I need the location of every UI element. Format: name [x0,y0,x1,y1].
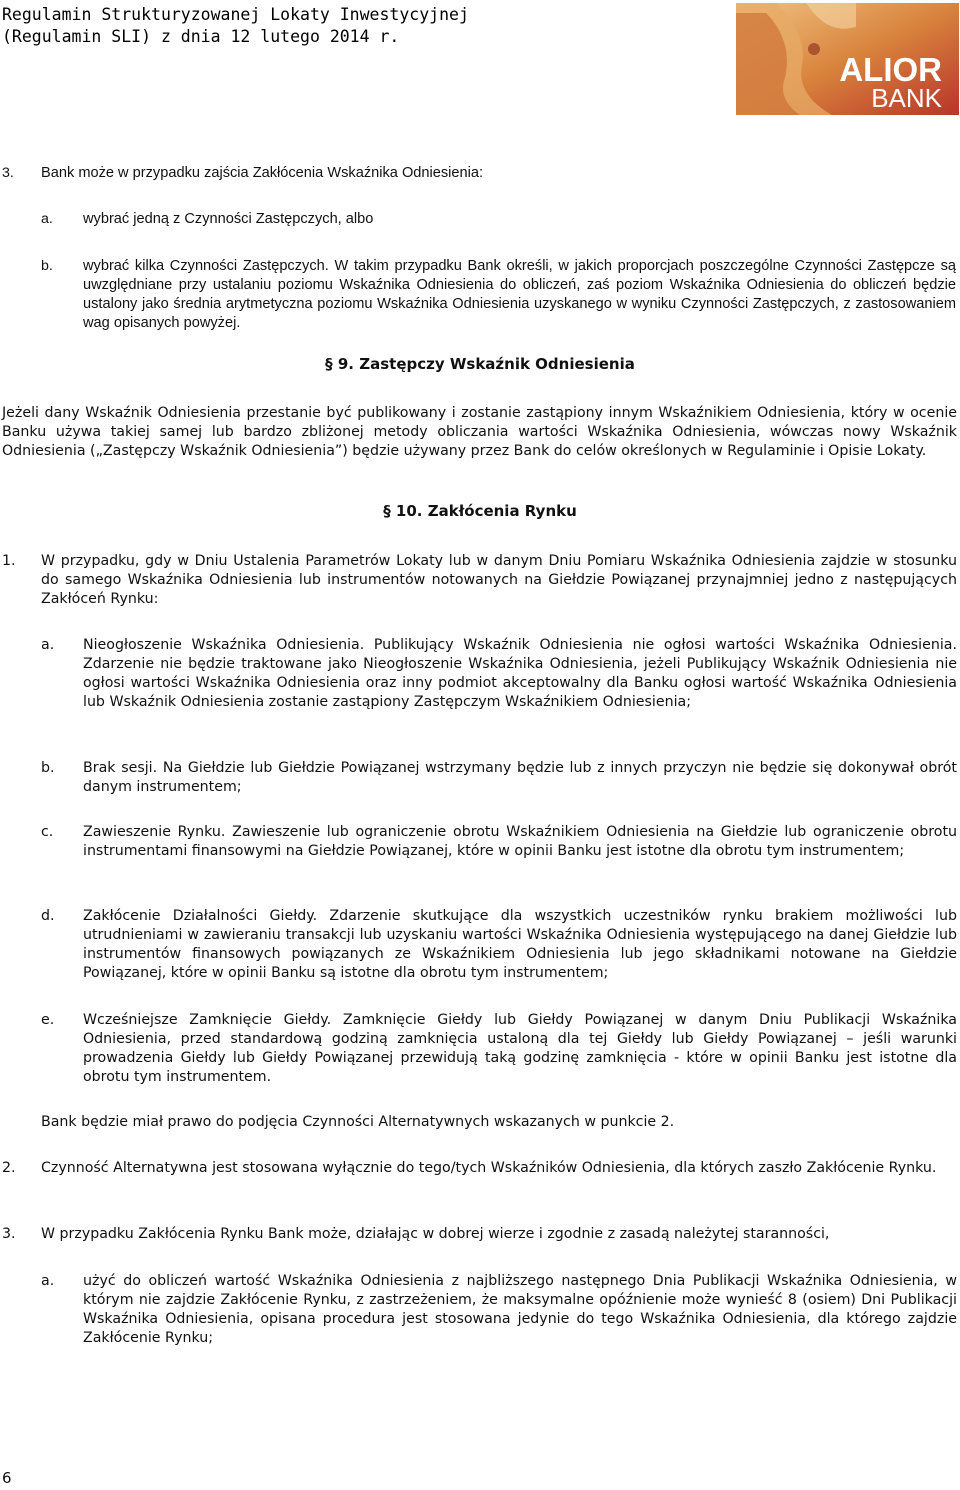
section-10-heading: § 10. Zakłócenia Rynku [383,502,577,520]
section-10-point-1-marker: 1. [2,553,16,569]
section-9-heading: § 9. Zastępczy Wskaźnik Odniesienia [325,355,635,373]
logo-text-bank: BANK [871,83,942,113]
item-3a-text: wybrać jedną z Czynności Zastępczych, albo [83,211,374,227]
point-1a-marker: a. [41,637,55,653]
point-1b-text: Brak sesji. Na Giełdzie lub Giełdzie Powiązanej wstrzymany będzie lub z innych przyczyn nie będzie się dokonywał obrót danym instrumentem; [83,760,957,795]
item-3-text: Bank może w przypadku zajścia Zakłócenia Wskaźnika Odniesienia: [41,165,484,181]
section-9-text: Jeżeli dany Wskaźnik Odniesienia przestanie być publikowany i zostanie zastąpiony innym Wskaźnikiem Odniesienia, który w ocenie Banku używa takiej samej lub bardzo zbliżonej metody obliczania wartości Wskaźnika Odniesienia, wówczas nowy Wskaźnik Odniesienia („Zastępczy Wskaźnik Odniesienia”) będzie używany przez Bank do celów określonych w Regulaminie i Opisie Lokaty. [2,405,957,459]
item-3a-marker: a. [41,211,53,227]
section-10-point-1-text: W przypadku, gdy w Dniu Ustalenia Parametrów Lokaty lub w danym Dniu Pomiaru Wskaźnika Odniesienia zajdzie w stosunku do samego Wskaźnika Odniesienia lub instrumentów notowanych na Giełdzie Powiązanej przynajmniej jedno z następujących Zakłóceń Rynku: [41,553,957,607]
point-1c-marker: c. [41,824,54,840]
section-10-point-3-marker: 3. [2,1226,16,1242]
point-3a-marker: a. [41,1273,55,1289]
point-1b-marker: b. [41,760,55,776]
page-number: 6 [2,1469,12,1487]
point-1e-marker: e. [41,1012,55,1028]
alternative-actions-note: Bank będzie miał prawo do podjęcia Czynności Alternatywnych wskazanych w punkcie 2. [41,1114,675,1130]
alior-bank-logo-graphic [736,3,959,115]
item-3-marker: 3. [2,165,14,181]
item-3b-marker: b. [41,258,53,274]
point-1a-text: Nieogłoszenie Wskaźnika Odniesienia. Publikujący Wskaźnik Odniesienia nie ogłosi wartości Wskaźnika Odniesienia. Zdarzenie nie będzie traktowane jako Nieogłoszenie Wskaźnika Odniesienia, jeżeli Publikujący Wskaźnik Odniesienia nie ogłosi wartości Wskaźnika Odniesienia oraz inny podmiot akceptowalny dla Banku ogłosi wartość Wskaźnika Odniesienia lub Wskaźnik Odniesienia zostanie zastąpiony Zastępczym Wskaźnikiem Odniesienia; [83,637,957,710]
point-1e-text: Wcześniejsze Zamknięcie Giełdy. Zamknięcie Giełdy lub Giełdy Powiązanej w danym Dniu Publikacji Wskaźnika Odniesienia, przed standardową godziną zamknięcia ustaloną dla tej Giełdy lub Giełdy Powiązanej – jeśli warunki prowadzenia Giełdy lub Giełdy Powiązanej przewidują taką godzinę zamknięcia - które w opinii Banku jest istotne dla obrotu tym instrumentem. [83,1012,957,1085]
section-10-point-3-text: W przypadku Zakłócenia Rynku Bank może, działając w dobrej wierze i zgodnie z zasadą należytej staranności, [41,1226,830,1242]
alior-bank-logo [736,3,959,115]
point-1d-text: Zakłócenie Działalności Giełdy. Zdarzenie skutkujące dla wszystkich uczestników rynku brakiem możliwości lub utrudnieniami w zawieraniu transakcji lub uzyskaniu wartości Wskaźnika Odniesienia występującego na danej Giełdzie lub instrumentów finansowych powiązanych ze Wskaźnikiem Odniesienia lub jego składnikami notowane na Giełdzie Powiązanej, które w opinii Banku są istotne dla obrotu tym instrumentem; [83,908,957,981]
point-1c-text: Zawieszenie Rynku. Zawieszenie lub ograniczenie obrotu Wskaźnikiem Odniesienia na Giełdzie lub ograniczenie obrotu instrumentami finansowymi na Giełdzie Powiązanej, które w opinii Banku jest istotne dla obrotu tym instrumentem; [83,824,957,859]
section-10-point-2-text: Czynność Alternatywna jest stosowana wyłącznie do tego/tych Wskaźników Odniesienia, dla których zaszło Zakłócenie Rynku. [41,1160,937,1176]
header-title-line-2: (Regulamin SLI) z dnia 12 lutego 2014 r. [2,27,400,46]
document-header-title [2,4,722,48]
logo-text-alior: ALIOR [839,51,942,88]
point-1d-marker: d. [41,908,55,924]
header-title-line-1: Regulamin Strukturyzowanej Lokaty Inwestycyjnej [2,5,469,24]
point-3a-text: użyć do obliczeń wartość Wskaźnika Odniesienia z najbliższego następnego Dnia Publikacji Wskaźnika Odniesienia, w którym nie zajdzie Zakłócenie Rynku, z zastrzeżeniem, że maksymalne opóźnienie może wynieść 8 (osiem) Dni Publikacji Wskaźnika Odniesienia, opisana procedura jest stosowana jedynie do tego Wskaźnika Odniesienia, dla którego zajdzie Zakłócenie Rynku; [83,1273,957,1346]
section-10-point-2-marker: 2. [2,1160,16,1176]
item-3b-text: wybrać kilka Czynności Zastępczych. W takim przypadku Bank określi, w jakich proporcjach poszczególne Czynności Zastępcze są uwzględniane przy ustalaniu poziomu Wskaźnika Odniesienia do obliczeń, zaś poziom Wskaźnika Odniesienia do obliczeń będzie ustalony jako średnia arytmetyczna poziomu Wskaźnika Odniesienia uzyskanego w wyniku Czynności Zastępczych, z zastosowaniem wag opisanych powyżej. [83,258,956,331]
